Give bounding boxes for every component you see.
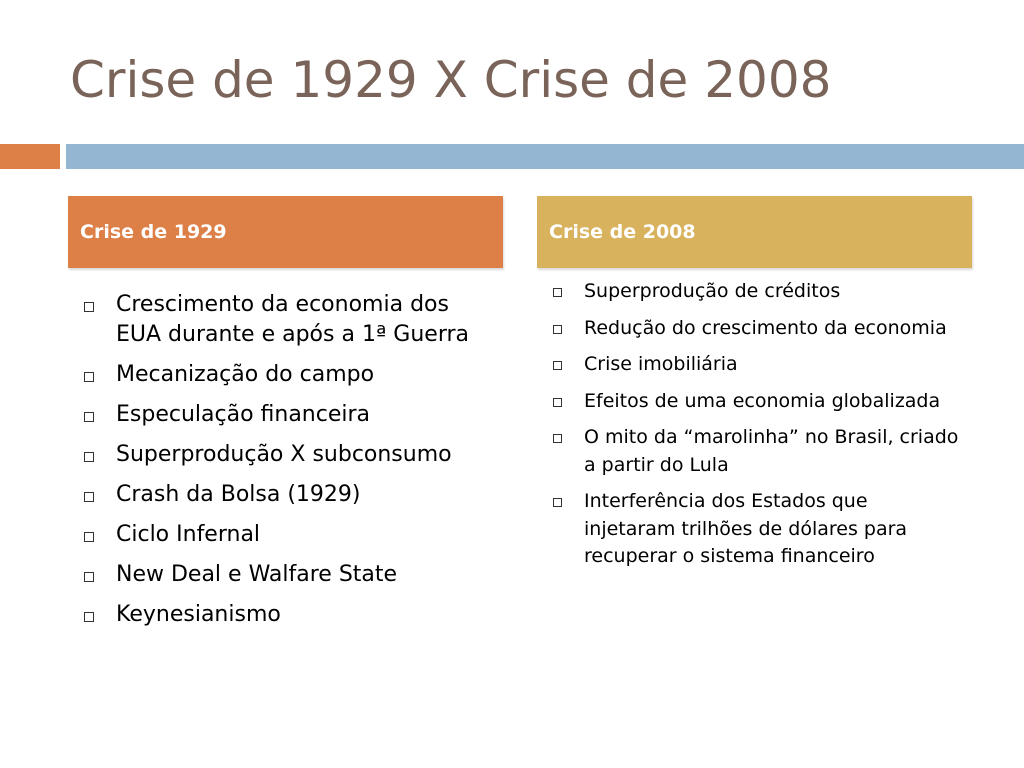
list-item [80,440,500,470]
list-item-text: O mito da “marolinha” no Brasil, criado a partir do Lula [584,426,959,476]
list-item [550,488,960,571]
list-item-text: Crash da Bolsa (1929) [116,482,361,507]
square-bullet-icon [84,452,94,462]
list-item [80,400,500,430]
column-header-2008: Crise de 2008 [537,196,972,268]
square-bullet-icon [84,412,94,422]
list-item-text: Redução do crescimento da economia [584,316,947,339]
square-bullet-icon [84,572,94,582]
list-item [80,560,500,590]
list-item-text: Crescimento da economia dos EUA durante e após a 1ª Guerra [116,292,470,347]
list-crise-1929 [80,290,500,640]
square-bullet-icon [84,532,94,542]
list-item-text: Crise imobiliária [584,353,738,375]
list-item [80,600,500,630]
list-item-text: Efeitos de uma economia globalizada [584,389,941,412]
list-item-text: Superprodução de créditos [584,280,841,302]
square-bullet-icon [84,372,94,382]
list-item [550,424,960,479]
list-item [80,290,500,350]
square-bullet-icon [553,325,562,334]
list-crise-2008 [550,278,960,580]
list-item-text: Mecanização do campo [116,362,375,387]
column-header-1929: Crise de 1929 [68,196,503,268]
list-item-text: Especulação financeira [116,402,371,427]
square-bullet-icon [553,498,562,507]
square-bullet-icon [553,398,562,407]
accent-bar-blue [66,144,1024,169]
square-bullet-icon [84,492,94,502]
list-item [550,278,960,306]
list-item-text: Ciclo Infernal [116,522,261,547]
square-bullet-icon [553,361,562,370]
list-item-text: Superprodução X subconsumo [116,442,452,467]
list-item [80,520,500,550]
square-bullet-icon [84,612,94,622]
list-item-text: Keynesianismo [116,602,281,627]
square-bullet-icon [553,434,562,443]
list-item [550,315,960,343]
list-item [80,480,500,510]
square-bullet-icon [84,302,94,312]
list-item-text: Interferência dos Estados que injetaram trilhões de dólares para recuperar o sistema financeiro [584,490,908,567]
list-item [550,351,960,379]
accent-bar-orange [0,144,60,169]
list-item-text: New Deal e Walfare State [116,562,398,587]
square-bullet-icon [553,288,562,297]
list-item [550,388,960,416]
slide-title: Crise de 1929 X Crise de 2008 [70,51,832,109]
list-item [80,360,500,390]
